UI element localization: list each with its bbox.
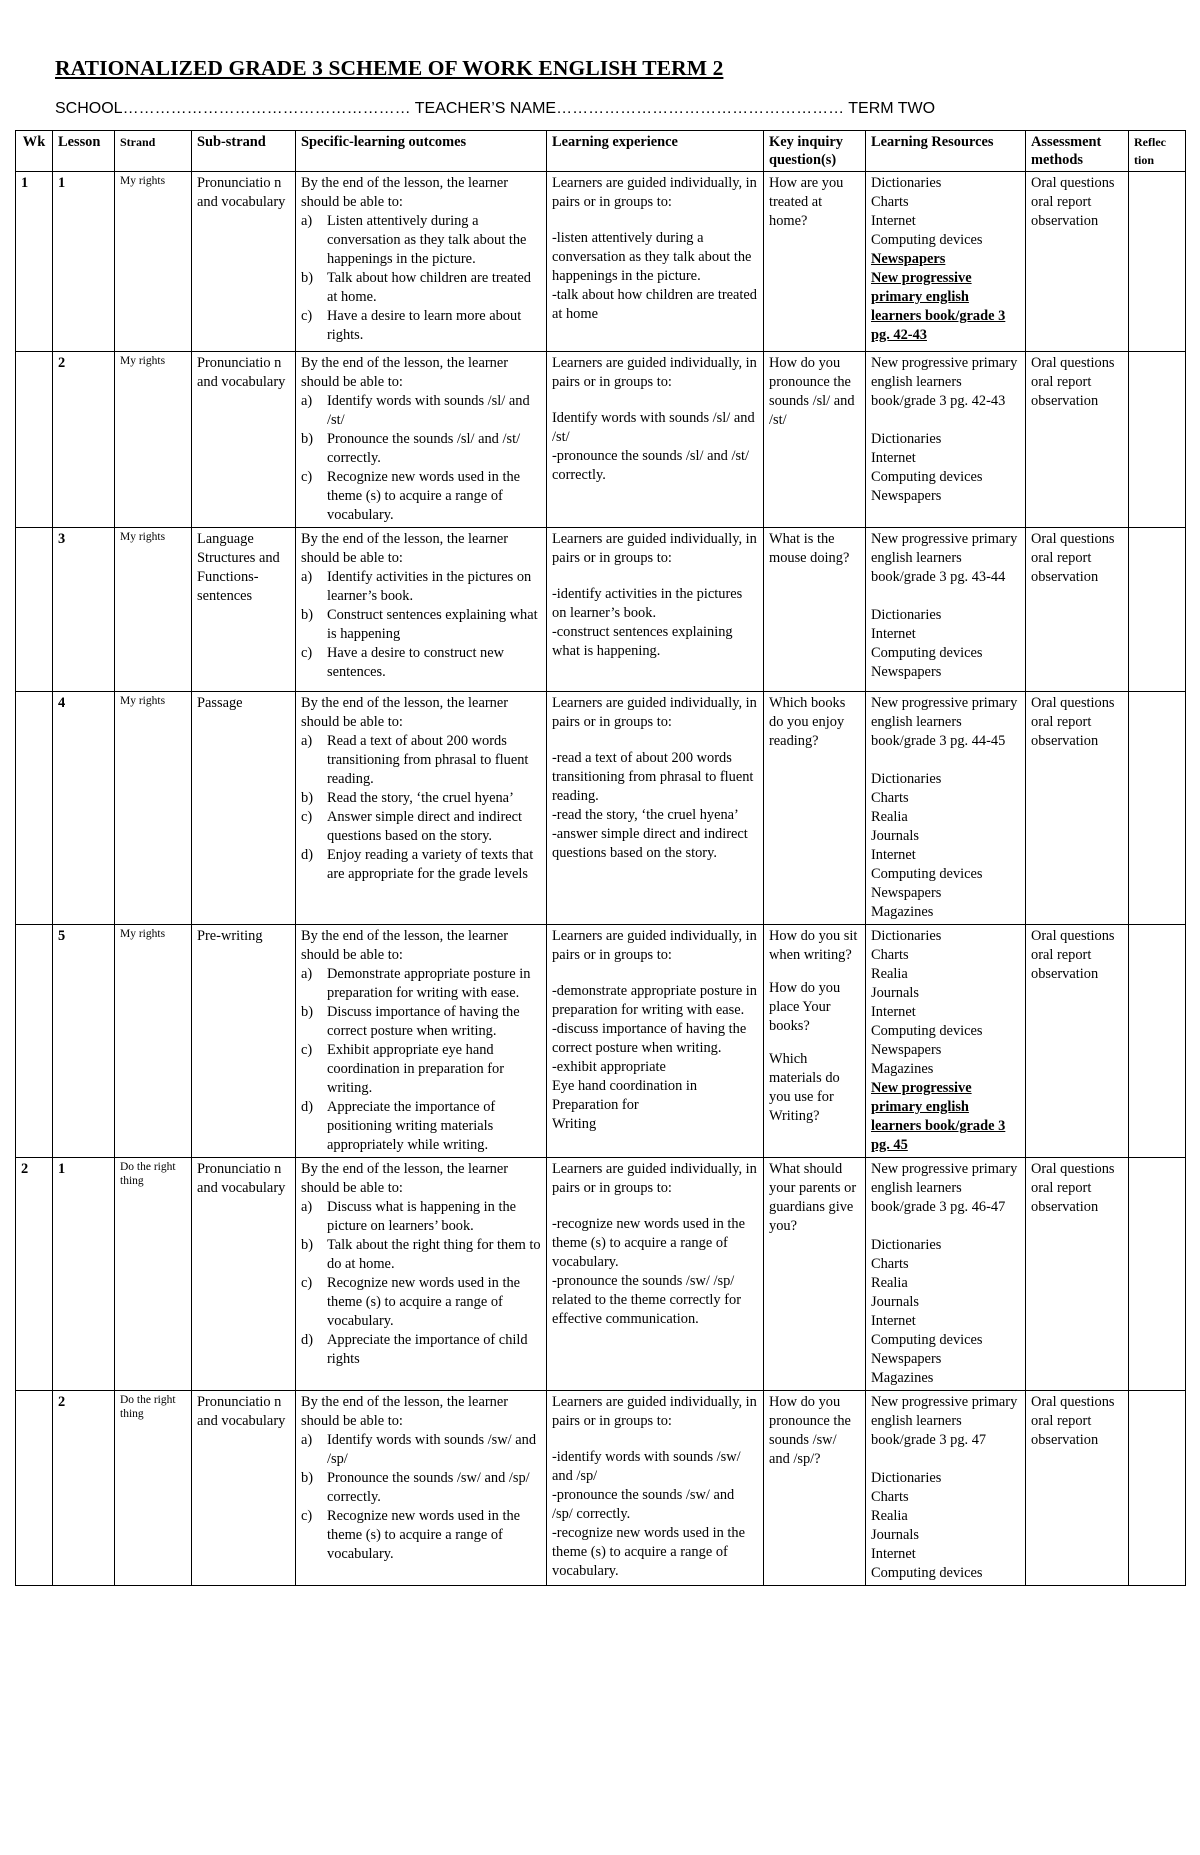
resource-item: Newspapers — [871, 1042, 942, 1058]
resource-book: New progressive primary english learners book/grade 3 pg. 43-44 — [871, 531, 1018, 585]
week-cell — [16, 528, 53, 692]
resource-item: Charts — [871, 790, 909, 806]
outcome-item — [301, 1041, 541, 1098]
outcome-item — [301, 1469, 541, 1507]
outcome-text: Talk about how children are treated at home. — [327, 270, 531, 305]
outcome-item — [301, 1098, 541, 1155]
outcome-text: Construct sentences explaining what is happening — [327, 607, 538, 642]
table-row — [16, 172, 1186, 352]
reflection-cell[interactable] — [1129, 528, 1186, 692]
outcome-item — [301, 468, 541, 525]
experience-cell — [547, 692, 764, 925]
col-header-resources: Learning Resources — [866, 131, 1026, 172]
reflection-cell[interactable] — [1129, 925, 1186, 1158]
outcome-text: Pronounce the sounds /sw/ and /sp/ correctly. — [327, 1470, 530, 1505]
experience-item: -talk about how children are treated at home — [552, 287, 757, 322]
outcome-text: Discuss what is happening in the picture on learners’ book. — [327, 1199, 517, 1234]
outcome-marker: a) — [301, 213, 313, 229]
experience-item: -recognize new words used in the theme (s) to acquire a range of vocabulary. — [552, 1525, 746, 1579]
reflection-cell[interactable] — [1129, 692, 1186, 925]
resource-item-underlined: Newspapers — [871, 251, 946, 267]
col-header-outcomes: Specific-learning outcomes — [296, 131, 547, 172]
resource-item: Internet — [871, 1004, 916, 1020]
week-cell — [16, 925, 53, 1158]
inquiry-cell — [764, 692, 866, 925]
outcome-text: Read a text of about 200 words transitioning from phrasal to fluent reading. — [327, 733, 529, 787]
outcome-text: Answer simple direct and indirect questions based on the story. — [327, 809, 523, 844]
experience-cell — [547, 925, 764, 1158]
reflection-cell[interactable] — [1129, 1391, 1186, 1586]
reflection-cell[interactable] — [1129, 352, 1186, 528]
resource-item: Internet — [871, 213, 916, 229]
week-cell — [16, 1391, 53, 1586]
resource-item: Charts — [871, 947, 909, 963]
week-cell: 1 — [16, 172, 53, 352]
outcome-item — [301, 269, 541, 307]
resource-item: Internet — [871, 847, 916, 863]
inquiry-cell — [764, 352, 866, 528]
outcomes-cell — [296, 352, 547, 528]
outcome-marker: b) — [301, 607, 313, 623]
lesson-cell: 2 — [53, 352, 115, 528]
resources-cell — [866, 172, 1026, 352]
outcomes-intro: By the end of the lesson, the learner should be able to: — [301, 695, 508, 730]
lesson-cell: 4 — [53, 692, 115, 925]
outcome-item — [301, 212, 541, 269]
outcome-marker: a) — [301, 1199, 313, 1215]
outcome-item — [301, 568, 541, 606]
experience-item: Writing — [552, 1116, 597, 1132]
outcomes-list — [301, 965, 541, 1155]
resources-cell — [866, 692, 1026, 925]
resource-item: Dictionaries — [871, 928, 942, 944]
outcomes-intro: By the end of the lesson, the learner should be able to: — [301, 1394, 508, 1429]
resources-cell — [866, 1391, 1026, 1586]
document-title: RATIONALIZED GRADE 3 SCHEME OF WORK ENGLISH TERM 2 — [55, 56, 724, 80]
outcome-marker: d) — [301, 847, 313, 863]
inquiry-cell — [764, 1391, 866, 1586]
resource-item: Newspapers — [871, 885, 942, 901]
outcome-item — [301, 732, 541, 789]
col-header-lesson: Lesson — [53, 131, 115, 172]
outcome-item — [301, 808, 541, 846]
outcome-item — [301, 1198, 541, 1236]
outcome-text: Have a desire to construct new sentences. — [327, 645, 505, 680]
resource-item-underlined: New progressive primary english learners book/grade 3 pg. 42-43 — [871, 270, 1006, 343]
outcome-marker: c) — [301, 1042, 313, 1058]
outcomes-list — [301, 568, 541, 682]
substrand-cell: Pronunciatio n and vocabulary — [192, 352, 296, 528]
experience-item: Identify words with sounds /sl/ and /st/ — [552, 410, 755, 445]
outcome-item — [301, 430, 541, 468]
col-header-substrand: Sub-strand — [192, 131, 296, 172]
outcome-text: Recognize new words used in the theme (s) to acquire a range of vocabulary. — [327, 1275, 521, 1329]
table-header-row — [16, 131, 1186, 172]
lesson-cell: 1 — [53, 172, 115, 352]
substrand-cell: Passage — [192, 692, 296, 925]
outcomes-cell — [296, 925, 547, 1158]
outcome-text: Identify words with sounds /sl/ and /st/ — [327, 393, 530, 428]
outcome-marker: b) — [301, 270, 313, 286]
assessment-cell: Oral questions oral report observation — [1026, 172, 1129, 352]
strand-cell: My rights — [115, 352, 192, 528]
resource-item-underlined: New progressive primary english learners book/grade 3 pg. 45 — [871, 1080, 1006, 1153]
resource-item: Charts — [871, 1256, 909, 1272]
outcome-marker: a) — [301, 569, 313, 585]
resource-item: Internet — [871, 450, 916, 466]
experience-intro: Learners are guided individually, in pairs or in groups to: — [552, 1394, 757, 1429]
inquiry-question: How do you place Your books? — [769, 980, 841, 1034]
inquiry-question: Which materials do you use for Writing? — [769, 1051, 840, 1124]
resource-item: Dictionaries — [871, 607, 942, 623]
outcomes-list — [301, 1431, 541, 1564]
week-cell — [16, 352, 53, 528]
assessment-cell: Oral questions oral report observation — [1026, 925, 1129, 1158]
table-row — [16, 528, 1186, 692]
outcomes-intro: By the end of the lesson, the learner should be able to: — [301, 928, 508, 963]
outcome-text: Talk about the right thing for them to do at home. — [327, 1237, 541, 1272]
outcome-text: Exhibit appropriate eye hand coordination in preparation for writing. — [327, 1042, 505, 1096]
outcome-marker: c) — [301, 809, 313, 825]
outcome-text: Appreciate the importance of child rights — [327, 1332, 528, 1367]
substrand-cell: Pronunciatio n and vocabulary — [192, 172, 296, 352]
outcomes-intro: By the end of the lesson, the learner should be able to: — [301, 531, 508, 566]
week-cell: 2 — [16, 1158, 53, 1391]
col-header-wk: Wk — [16, 131, 53, 172]
resources-cell — [866, 925, 1026, 1158]
outcome-marker: d) — [301, 1099, 313, 1115]
outcome-item — [301, 846, 541, 884]
strand-cell: My rights — [115, 925, 192, 1158]
experience-intro: Learners are guided individually, in pairs or in groups to: — [552, 355, 757, 390]
assessment-cell: Oral questions oral report observation — [1026, 528, 1129, 692]
resource-item: Computing devices — [871, 866, 983, 882]
experience-cell — [547, 352, 764, 528]
reflection-cell[interactable] — [1129, 1158, 1186, 1391]
resource-item: Magazines — [871, 1370, 934, 1386]
resource-item: Dictionaries — [871, 1470, 942, 1486]
assessment-cell: Oral questions oral report observation — [1026, 1158, 1129, 1391]
resource-item: Dictionaries — [871, 431, 942, 447]
experience-item: -construct sentences explaining what is happening. — [552, 624, 733, 659]
experience-intro: Learners are guided individually, in pairs or in groups to: — [552, 695, 757, 730]
resource-book: New progressive primary english learners book/grade 3 pg. 46-47 — [871, 1161, 1018, 1215]
substrand-cell: Language Structures and Functions-sentences — [192, 528, 296, 692]
resource-item: Journals — [871, 828, 919, 844]
inquiry-question: What is the mouse doing? — [769, 531, 850, 566]
resource-item: Computing devices — [871, 1565, 983, 1581]
outcome-item — [301, 789, 541, 808]
outcome-marker: b) — [301, 1470, 313, 1486]
experience-item: -discuss importance of having the correct posture when writing. — [552, 1021, 747, 1056]
resources-cell — [866, 528, 1026, 692]
resource-item: Computing devices — [871, 232, 983, 248]
resource-item: Newspapers — [871, 1351, 942, 1367]
outcome-marker: c) — [301, 469, 313, 485]
outcome-text: Identify words with sounds /sw/ and /sp/ — [327, 1432, 537, 1467]
outcome-text: Pronounce the sounds /sl/ and /st/ correctly. — [327, 431, 521, 466]
outcomes-list — [301, 732, 541, 884]
outcome-text: Have a desire to learn more about rights. — [327, 308, 522, 343]
outcome-text: Enjoy reading a variety of texts that are appropriate for the grade levels — [327, 847, 534, 882]
resources-cell — [866, 1158, 1026, 1391]
experience-item: -recognize new words used in the theme (s) to acquire a range of vocabulary. — [552, 1216, 746, 1270]
experience-cell — [547, 1158, 764, 1391]
resource-item: Realia — [871, 966, 908, 982]
outcome-item — [301, 606, 541, 644]
experience-item: -identify activities in the pictures on learner’s book. — [552, 586, 743, 621]
resource-item: Computing devices — [871, 469, 983, 485]
scheme-of-work-table — [15, 130, 1186, 1586]
outcomes-cell — [296, 1391, 547, 1586]
assessment-cell: Oral questions oral report observation — [1026, 692, 1129, 925]
outcome-marker: c) — [301, 1508, 313, 1524]
outcome-marker: a) — [301, 733, 313, 749]
outcome-text: Appreciate the importance of positioning writing materials appropriately while writing. — [327, 1099, 496, 1153]
outcome-text: Listen attentively during a conversation as they talk about the happenings in the picture. — [327, 213, 527, 267]
resource-item: Internet — [871, 1313, 916, 1329]
assessment-cell: Oral questions oral report observation — [1026, 352, 1129, 528]
outcome-item — [301, 1331, 541, 1369]
resource-item: Computing devices — [871, 1023, 983, 1039]
substrand-cell: Pronunciatio n and vocabulary — [192, 1158, 296, 1391]
strand-cell: Do the right thing — [115, 1158, 192, 1391]
header-fields — [55, 100, 935, 118]
outcome-marker: b) — [301, 790, 313, 806]
table-row — [16, 925, 1186, 1158]
resource-item: Internet — [871, 626, 916, 642]
outcome-item — [301, 1431, 541, 1469]
strand-cell: My rights — [115, 528, 192, 692]
experience-item: Preparation for — [552, 1097, 639, 1113]
week-cell — [16, 692, 53, 925]
resource-item: Realia — [871, 1508, 908, 1524]
strand-cell: Do the right thing — [115, 1391, 192, 1586]
resources-cell — [866, 352, 1026, 528]
outcome-text: Recognize new words used in the theme (s) to acquire a range of vocabulary. — [327, 1508, 521, 1562]
resource-item: Journals — [871, 985, 919, 1001]
table-row — [16, 352, 1186, 528]
outcome-marker: b) — [301, 431, 313, 447]
outcome-marker: c) — [301, 308, 313, 324]
outcome-item — [301, 644, 541, 682]
resource-item: Dictionaries — [871, 1237, 942, 1253]
outcomes-cell — [296, 1158, 547, 1391]
table-row — [16, 1391, 1186, 1586]
col-header-experience: Learning experience — [547, 131, 764, 172]
outcomes-list — [301, 1198, 541, 1369]
outcome-item — [301, 965, 541, 1003]
outcome-item — [301, 307, 541, 345]
experience-item: -read the story, ‘the cruel hyena’ — [552, 807, 739, 823]
lesson-cell: 5 — [53, 925, 115, 1158]
outcome-text: Identify activities in the pictures on learner’s book. — [327, 569, 532, 604]
outcome-marker: d) — [301, 1332, 313, 1348]
resource-item: Realia — [871, 1275, 908, 1291]
col-header-inquiry: Key inquiry question(s) — [764, 131, 866, 172]
experience-cell — [547, 1391, 764, 1586]
outcome-marker: b) — [301, 1237, 313, 1253]
resource-book: New progressive primary english learners book/grade 3 pg. 44-45 — [871, 695, 1018, 749]
resource-item: Dictionaries — [871, 175, 942, 191]
resource-book: New progressive primary english learners book/grade 3 pg. 42-43 — [871, 355, 1018, 409]
col-header-strand: Strand — [115, 131, 192, 172]
resource-item: Magazines — [871, 904, 934, 920]
outcome-marker: a) — [301, 1432, 313, 1448]
inquiry-question: How do you pronounce the sounds /sl/ and /st/ — [769, 355, 855, 428]
experience-item: -pronounce the sounds /sl/ and /st/ correctly. — [552, 448, 750, 483]
experience-item: -exhibit appropriate — [552, 1059, 666, 1075]
assessment-cell: Oral questions oral report observation — [1026, 1391, 1129, 1586]
substrand-cell: Pronunciatio n and vocabulary — [192, 1391, 296, 1586]
resource-item: Dictionaries — [871, 771, 942, 787]
experience-cell — [547, 172, 764, 352]
outcome-item — [301, 1003, 541, 1041]
experience-item: -demonstrate appropriate posture in preparation for writing with ease. — [552, 983, 757, 1018]
table-row — [16, 1158, 1186, 1391]
outcome-text: Recognize new words used in the theme (s) to acquire a range of vocabulary. — [327, 469, 521, 523]
outcomes-intro: By the end of the lesson, the learner should be able to: — [301, 1161, 508, 1196]
experience-item: -answer simple direct and indirect questions based on the story. — [552, 826, 748, 861]
outcomes-intro: By the end of the lesson, the learner should be able to: — [301, 175, 508, 210]
inquiry-question: Which books do you enjoy reading? — [769, 695, 846, 749]
outcome-marker: b) — [301, 1004, 313, 1020]
term-label: TERM TWO — [844, 100, 936, 117]
experience-item: Eye hand coordination in — [552, 1078, 698, 1094]
col-header-assessment: Assessment methods — [1026, 131, 1129, 172]
outcome-marker: a) — [301, 966, 313, 982]
outcome-marker: c) — [301, 1275, 313, 1291]
experience-cell — [547, 528, 764, 692]
experience-intro: Learners are guided individually, in pairs or in groups to: — [552, 175, 757, 210]
inquiry-question: How do you sit when writing? — [769, 928, 858, 963]
experience-item: -identify words with sounds /sw/ and /sp/ — [552, 1449, 741, 1484]
resource-item: Journals — [871, 1527, 919, 1543]
outcome-text: Discuss importance of having the correct posture when writing. — [327, 1004, 520, 1039]
inquiry-question: What should your parents or guardians give you? — [769, 1161, 857, 1234]
school-field[interactable]: SCHOOL……………………………………………… — [55, 100, 411, 117]
outcome-item — [301, 392, 541, 430]
inquiry-cell — [764, 1158, 866, 1391]
teacher-field[interactable]: TEACHER’S NAME……………………………………………… — [410, 100, 845, 117]
resource-item: Journals — [871, 1294, 919, 1310]
outcome-marker: c) — [301, 645, 313, 661]
experience-item: -pronounce the sounds /sw/ and /sp/ correctly. — [552, 1487, 735, 1522]
table-row — [16, 692, 1186, 925]
lesson-cell: 3 — [53, 528, 115, 692]
outcome-item — [301, 1274, 541, 1331]
resource-item: Charts — [871, 1489, 909, 1505]
outcomes-list — [301, 392, 541, 525]
reflection-cell[interactable] — [1129, 172, 1186, 352]
outcome-item — [301, 1507, 541, 1564]
resource-item: Realia — [871, 809, 908, 825]
outcome-marker: a) — [301, 393, 313, 409]
resource-item: Newspapers — [871, 664, 942, 680]
inquiry-question: How are you treated at home? — [769, 175, 844, 229]
strand-cell: My rights — [115, 172, 192, 352]
lesson-cell: 1 — [53, 1158, 115, 1391]
experience-item: -pronounce the sounds /sw/ /sp/ related to the theme correctly for effective communication. — [552, 1273, 741, 1327]
outcomes-intro: By the end of the lesson, the learner should be able to: — [301, 355, 508, 390]
resource-item: Internet — [871, 1546, 916, 1562]
lesson-cell: 2 — [53, 1391, 115, 1586]
outcomes-cell — [296, 172, 547, 352]
outcome-text: Read the story, ‘the cruel hyena’ — [327, 790, 514, 806]
resource-book: New progressive primary english learners book/grade 3 pg. 47 — [871, 1394, 1018, 1448]
experience-intro: Learners are guided individually, in pairs or in groups to: — [552, 928, 757, 963]
outcomes-cell — [296, 528, 547, 692]
outcome-text: Demonstrate appropriate posture in preparation for writing with ease. — [327, 966, 531, 1001]
inquiry-cell — [764, 172, 866, 352]
resource-item: Computing devices — [871, 1332, 983, 1348]
substrand-cell: Pre-writing — [192, 925, 296, 1158]
experience-intro: Learners are guided individually, in pairs or in groups to: — [552, 531, 757, 566]
outcome-item — [301, 1236, 541, 1274]
resource-item: Computing devices — [871, 645, 983, 661]
resource-item: Magazines — [871, 1061, 934, 1077]
resource-item: Charts — [871, 194, 909, 210]
col-header-reflection: Reflec tion — [1129, 131, 1186, 172]
outcomes-cell — [296, 692, 547, 925]
inquiry-cell — [764, 528, 866, 692]
inquiry-cell — [764, 925, 866, 1158]
resource-item: Newspapers — [871, 488, 942, 504]
outcomes-list — [301, 212, 541, 345]
experience-item: -read a text of about 200 words transitioning from phrasal to fluent reading. — [552, 750, 754, 804]
strand-cell: My rights — [115, 692, 192, 925]
experience-item: -listen attentively during a conversation as they talk about the happenings in the picture. — [552, 230, 752, 284]
experience-intro: Learners are guided individually, in pairs or in groups to: — [552, 1161, 757, 1196]
inquiry-question: How do you pronounce the sounds /sw/ and /sp/? — [769, 1394, 851, 1467]
